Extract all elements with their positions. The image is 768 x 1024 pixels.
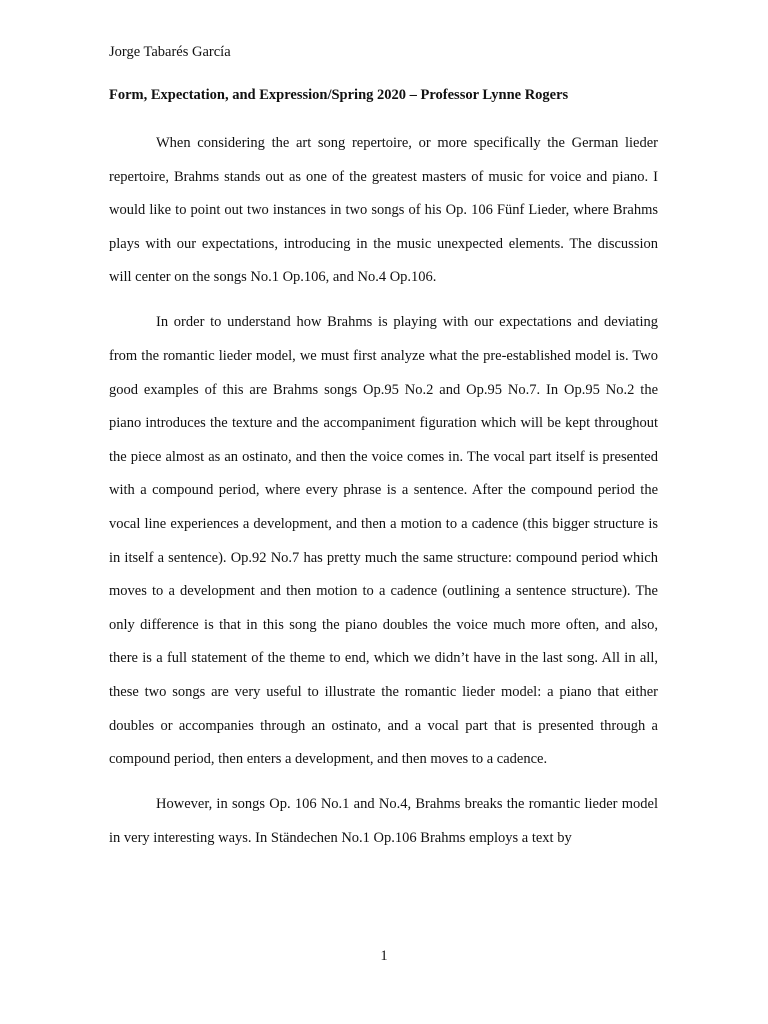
document-heading: Form, Expectation, and Expression/Spring 2020 – Professor Lynne Rogers [109,87,569,103]
body-text [109,127,658,867]
page-number: 1 [380,948,388,964]
author-name: Jorge Tabarés García [109,44,231,60]
paragraph-2: In order to understand how Brahms is playing with our expectations and deviating from the romantic lieder model, we must first analyze what the pre-established model is. Two good examples of this are Brahms songs Op.95 No.2 and Op.95 No.7. In Op.95 No.2 the piano introduces the texture and the accompaniment figuration which will be kept throughout the piece almost as an ostinato, and then the voice comes in. The vocal part itself is presented with a compound period, where every phrase is a sentence. After the compound period the vocal line experiences a development, and then a motion to a cadence (this bigger structure is in itself a sentence). Op.92 No.7 has pretty much the same structure: compound period which moves to a development and then motion to a cadence (outlining a sentence structure). The only difference is that in this song the piano doubles the voice much more often, and also, there is a full statement of the theme to end, which we didn’t have in the last song. All in all, these two songs are very useful to illustrate the romantic lieder model: a piano that either doubles or accompanies through an ostinato, and a vocal part that is presented through a compound period, then enters a development, and then moves to a cadence. [109,314,658,768]
paragraph-3: However, in songs Op. 106 No.1 and No.4, Brahms breaks the romantic lieder model in very interesting ways. In Ständechen No.1 Op.106 Brahms employs a text by [109,796,658,846]
paragraph-1: When considering the art song repertoire, or more specifically the German lieder repertoire, Brahms stands out as one of the greatest masters of music for voice and piano. I would like to point out two instances in two songs of his Op. 106 Fünf Lieder, where Brahms plays with our expectations, introducing in the music unexpected elements. The discussion will center on the songs No.1 Op.106, and No.4 Op.106. [109,135,658,286]
